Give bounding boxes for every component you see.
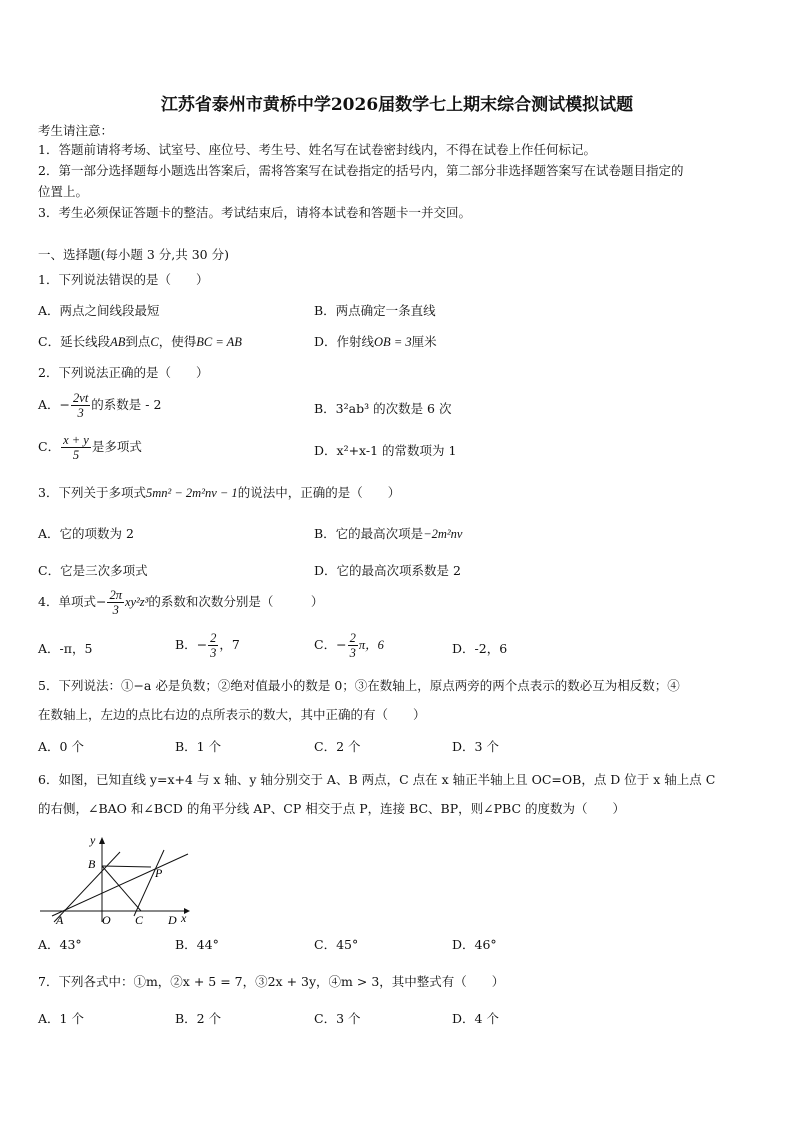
notice-item-1: 1．答题前请将考场、试室号、座位号、考生号、姓名写在试卷密封线内，不得在试卷上作任何标记。 xyxy=(38,142,596,157)
q7-option-a: A．1 个 xyxy=(38,1011,84,1026)
q4-option-b: B．− $\frac{2}{3}$ ，7 xyxy=(175,631,240,660)
q1-stem: 1．下列说法错误的是（ ） xyxy=(38,272,209,287)
q7-option-b: B．2 个 xyxy=(175,1011,222,1026)
notice-item-2-cont: 位置上。 xyxy=(38,184,89,199)
q5-line-2: 在数轴上，左边的点比右边的点所表示的数大，其中正确的有（ ） xyxy=(38,707,426,722)
q4-option-a: A．-π，5 xyxy=(38,641,93,656)
label-o: O xyxy=(102,913,111,926)
notice-heading: 考生请注意： xyxy=(38,123,114,138)
q2-stem: 2．下列说法正确的是（ ） xyxy=(38,365,209,380)
line-cp xyxy=(134,850,164,916)
q7-stem: 7．下列各式中：①m，②x + 5 = 7，③2x + 3y，④m > 3，其中整式有（ ） xyxy=(38,974,505,989)
q3-option-b: B．它的最高次项是−2m²nv xyxy=(314,526,463,541)
page-title: 江苏省泰州市黄桥中学2026届数学七上期末综合测试模拟试题 xyxy=(160,95,634,115)
q1-option-d: D．作射线OB = 3厘米 xyxy=(314,334,437,349)
q2-option-b: B．3²ab³ 的次数是 6 次 xyxy=(314,401,452,416)
q5-line-1: 5．下列说法：①−a 必是负数；②绝对值最小的数是 0；③在数轴上，原点两旁的两个点表示的数必互为相反数；④ xyxy=(38,678,680,693)
label-d: D xyxy=(168,913,177,926)
notice-item-2: 2．第一部分选择题每小题选出答案后，需将答案写在试卷指定的括号内，第二部分非选择题答案写在试卷题目指定的 xyxy=(38,163,684,178)
q6-geometry-figure xyxy=(38,830,198,926)
q6-option-c: C．45° xyxy=(314,937,359,952)
q2-c-fraction: $\frac{x + y}{5}$ xyxy=(63,433,89,462)
label-a: A xyxy=(56,913,64,926)
line-ap xyxy=(52,854,188,916)
q5-option-a: A．0 个 xyxy=(38,739,84,754)
q4-option-d: D．-2，6 xyxy=(452,641,508,656)
q1-option-c: C．延长线段AB到点C，使得BC = AB xyxy=(38,334,242,349)
q5-option-d: D．3 个 xyxy=(452,739,499,754)
q3-stem: 3．下列关于多项式5mn² − 2m²nv − 1的说法中，正确的是（ ） xyxy=(38,485,401,500)
q3-option-d: D．它的最高次项系数是 2 xyxy=(314,563,461,578)
q2-option-c: C． $\frac{x + y}{5}$ 是多项式 xyxy=(38,433,142,462)
label-p: P xyxy=(155,866,163,880)
q6-option-d: D．46° xyxy=(452,937,497,952)
q6-option-a: A．43° xyxy=(38,937,82,952)
q2-a-fraction: $\frac{2vt}{3}$ xyxy=(73,391,89,420)
q2-option-a: A．− $\frac{2vt}{3}$ 的系数是 - 2 xyxy=(38,391,162,420)
label-y: y xyxy=(90,833,96,847)
q3-option-a: A．它的项数为 2 xyxy=(38,526,134,541)
q2-option-d: D．x²+x-1 的常数项为 1 xyxy=(314,443,457,458)
q7-option-d: D．4 个 xyxy=(452,1011,499,1026)
q6-line-2: 的右侧，∠BAO 和∠BCD 的角平分线 AP、CP 相交于点 P，连接 BC、BP，则∠PBC 的度数为（ ） xyxy=(38,801,625,816)
label-x: x xyxy=(181,911,187,925)
label-b: B xyxy=(88,857,96,871)
q5-option-b: B．1 个 xyxy=(175,739,222,754)
q1-option-a: A．两点之间线段最短 xyxy=(38,303,160,318)
segment-bc xyxy=(102,866,141,911)
q5-option-c: C．2 个 xyxy=(314,739,361,754)
q4-stem: 4．单项式− $\frac{2\pi}{3}$ xy²z³的系数和次数分别是（ ） xyxy=(38,588,324,617)
q7-option-c: C．3 个 xyxy=(314,1011,361,1026)
q4-option-c: C．− $\frac{2}{3}$ π，6 xyxy=(314,631,384,660)
notice-item-3: 3．考生必须保证答题卡的整洁。考试结束后，请将本试卷和答题卡一并交回。 xyxy=(38,205,471,220)
q6-line-1: 6．如图，已知直线 y=x+4 与 x 轴、y 轴分别交于 A、B 两点，C 点在 x 轴正半轴上且 OC=OB，点 D 位于 x 轴上点 C xyxy=(38,772,716,787)
q3-option-c: C．它是三次多项式 xyxy=(38,563,148,578)
q6-option-b: B．44° xyxy=(175,937,219,952)
y-axis-arrow xyxy=(99,837,105,844)
label-c: C xyxy=(135,913,144,926)
segment-bp xyxy=(102,866,151,867)
q1-option-b: B．两点确定一条直线 xyxy=(314,303,436,318)
section-heading: 一、选择题(每小题 3 分,共 30 分) xyxy=(38,247,229,262)
q4-fraction: $\frac{2\pi}{3}$ xyxy=(109,588,122,617)
